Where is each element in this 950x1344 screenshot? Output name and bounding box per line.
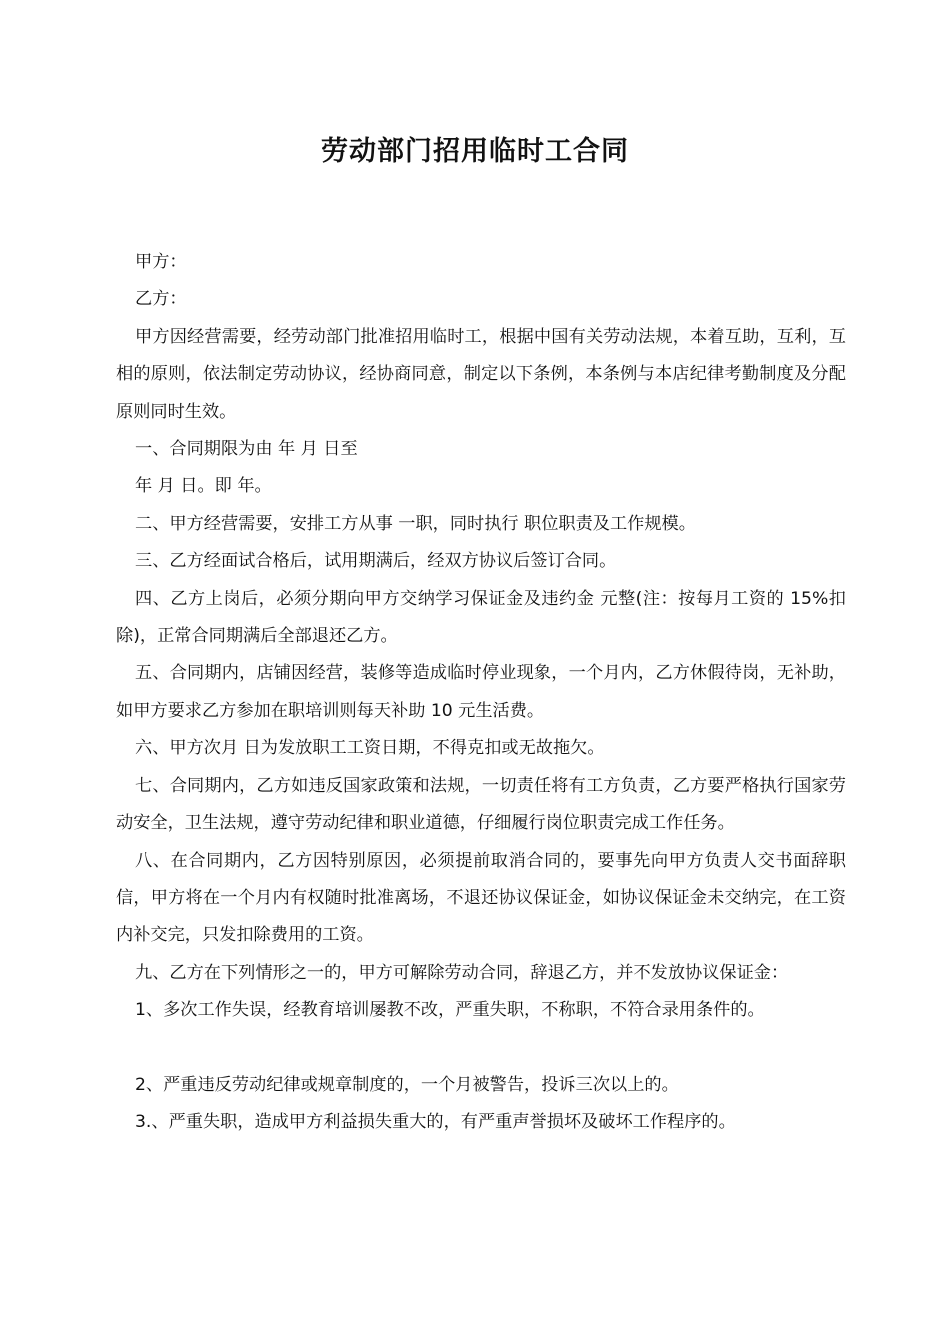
clause-6-payday: 六、甲方次月 日为发放职工工资日期，不得克扣或无故拖欠。: [135, 738, 605, 759]
document-body: [116, 244, 846, 1142]
clause-9-item-2: 2、严重违反劳动纪律或规章制度的，一个月被警告，投诉三次以上的。: [135, 1074, 679, 1095]
clause-8-resignation: 八、在合同期内，乙方因特别原因，必须提前取消合同的，要事先向甲方负责人交书面辞职信，甲方将在一个月内有权随时批准离场，不退还协议保证金，如协议保证金未交纳完，在工资内补交完，只发扣除费用的工资。: [116, 850, 846, 946]
preamble-paragraph: 甲方因经营需要，经劳动部门批准招用临时工，根据中国有关劳动法规，本着互助，互利，互相的原则，依法制定劳动协议，经协商同意，制定以下条例，本条例与本店纪律考勤制度及分配原则同时生效。: [116, 326, 846, 422]
clause-5-closure: 五、合同期内，店铺因经营，装修等造成临时停业现象，一个月内，乙方休假待岗，无补助，如甲方要求乙方参加在职培训则每天补助 10 元生活费。: [116, 663, 846, 721]
clause-7-compliance: 七、合同期内，乙方如违反国家政策和法规，一切责任将有工方负责，乙方要严格执行国家劳动安全，卫生法规，遵守劳动纪律和职业道德，仔细履行岗位职责完成工作任务。: [116, 775, 846, 834]
clause-3-probation: 三、乙方经面试合格后，试用期满后，经双方协议后签订合同。: [135, 551, 617, 572]
blank-line: [116, 1030, 846, 1067]
party-a-line: 甲方：: [135, 252, 187, 272]
document-title: 劳动部门招用临时工合同: [321, 136, 629, 167]
clause-1-term-end: 年 月 日。即 年。: [135, 476, 272, 497]
clause-4-deposit: 四、乙方上岗后，必须分期向甲方交纳学习保证金及违约金 元整(注：按每月工资的 15%扣除)，正常合同期满后全部退还乙方。: [116, 588, 846, 647]
clause-9-dismissal: 九、乙方在下列情形之一的，甲方可解除劳动合同，辞退乙方，并不发放协议保证金：: [135, 962, 789, 983]
clause-2-position: 二、甲方经营需要，安排工方从事 一职，同时执行 职位职责及工作规模。: [135, 513, 696, 534]
party-b-line: 乙方：: [135, 289, 187, 310]
clause-1-term: 一、合同期限为由 年 月 日至: [135, 439, 358, 460]
clause-9-item-3: 3.、严重失职，造成甲方利益损失重大的，有严重声誉损坏及破坏工作程序的。: [135, 1112, 736, 1133]
clause-9-item-1: 1、多次工作失误，经教育培训屡教不改，严重失职，不称职，不符合录用条件的。: [135, 1000, 765, 1021]
